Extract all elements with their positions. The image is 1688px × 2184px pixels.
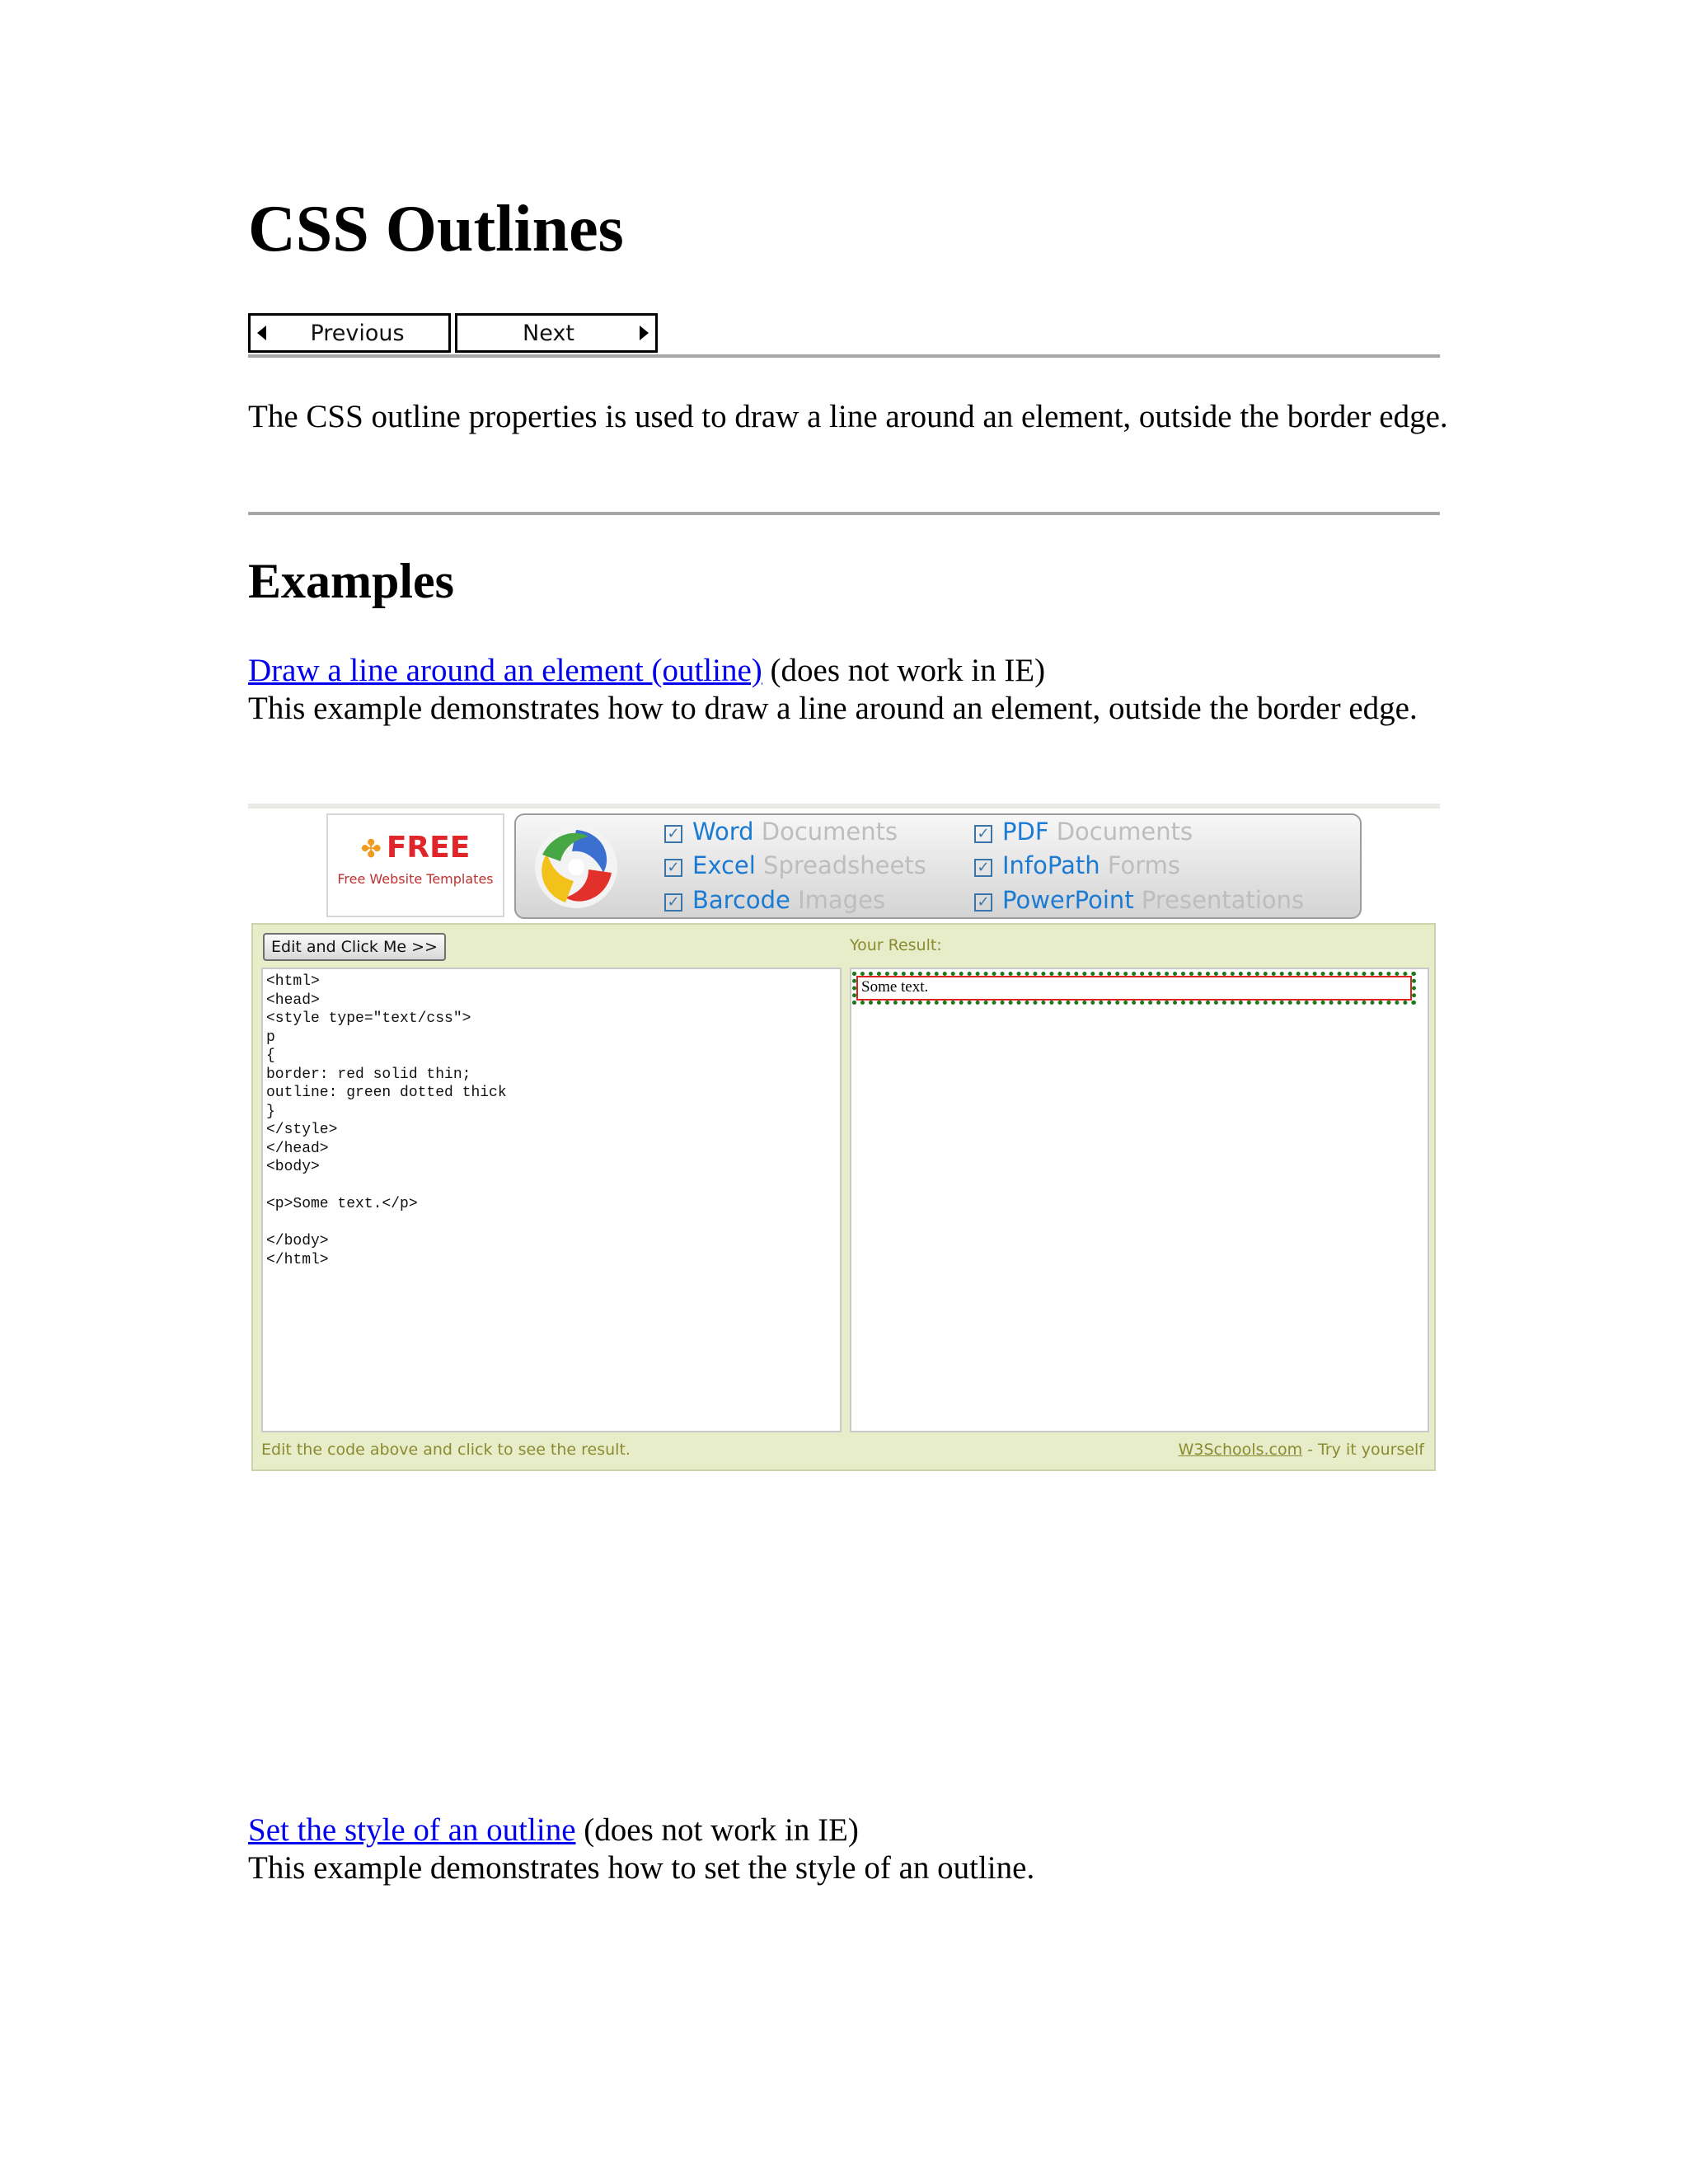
code-line: border: red solid thin; (266, 1066, 471, 1083)
code-line: } (266, 1103, 275, 1120)
next-label: Next (523, 320, 574, 346)
banner-item-strong: Excel (692, 851, 756, 879)
intro-text: The CSS outline properties is used to draw a line around an element, outside the border edge. (248, 399, 1448, 434)
banner-item-light: Forms (1107, 851, 1180, 879)
checkbox-icon: ✓ (664, 825, 682, 843)
free-sub-label: Free Website Templates (337, 871, 494, 887)
banner-item[interactable] (664, 820, 898, 844)
code-line: </html> (266, 1251, 329, 1268)
code-line: <body> (266, 1159, 320, 1175)
checkbox-icon: ✓ (974, 893, 992, 912)
examples-heading: Examples (248, 554, 455, 608)
banner-item[interactable] (974, 851, 1180, 879)
banner-item[interactable] (974, 888, 1304, 912)
banner-item-strong: PowerPoint (1002, 886, 1134, 914)
tryit-editor (251, 923, 1436, 1471)
checkbox-icon: ✓ (664, 893, 682, 912)
banner-item-strong: InfoPath (1002, 851, 1100, 879)
screenshot-top-edge (248, 804, 1440, 808)
page-title: CSS Outlines (248, 193, 624, 265)
example-description: This example demonstrates how to set the style of an outline. (248, 1850, 1035, 1886)
example-note: (does not work in IE) (770, 653, 1046, 688)
banner-item-strong: PDF (1002, 818, 1049, 846)
banner-item[interactable] (664, 888, 885, 912)
document-tools-banner[interactable] (514, 813, 1362, 919)
code-line: <p>Some text.</p> (266, 1196, 418, 1212)
next-button[interactable] (455, 313, 658, 353)
tryit-footer-credit (1179, 1441, 1424, 1459)
banner-item-light: Images (798, 886, 886, 914)
banner-item[interactable] (664, 851, 926, 879)
divider (248, 354, 1440, 358)
result-paragraph: Some text. (856, 976, 1412, 1001)
banner-item-light: Documents (1056, 818, 1193, 846)
free-label: FREE (386, 831, 471, 865)
banner-item-strong: Barcode (692, 886, 790, 914)
swirl-logo-icon (531, 822, 621, 912)
tryit-footer-note: Edit the code above and click to see the result. (261, 1441, 631, 1459)
banner-item-light: Spreadsheets (763, 851, 926, 879)
code-line: </body> (266, 1233, 329, 1249)
example-item (248, 652, 1451, 728)
example-link[interactable]: Set the style of an outline (248, 1812, 576, 1848)
arrow-left-icon (257, 326, 266, 340)
divider (248, 512, 1440, 515)
code-line: { (266, 1047, 275, 1064)
arrow-right-icon (640, 326, 649, 340)
code-line (266, 1214, 837, 1233)
code-line: </style> (266, 1122, 338, 1138)
code-line: </head> (266, 1140, 329, 1157)
free-templates-ad[interactable] (326, 813, 504, 917)
try-it-suffix: - Try it yourself (1302, 1441, 1424, 1459)
puzzle-icon: ✤ (360, 835, 382, 864)
checkbox-icon: ✓ (974, 859, 992, 877)
code-line: p (266, 1029, 275, 1046)
banner-item-strong: Word (692, 818, 754, 846)
example-item (248, 1811, 1451, 1887)
code-textarea[interactable] (261, 968, 842, 1432)
banner-item-light: Presentations (1141, 886, 1305, 914)
banner-item[interactable] (974, 820, 1193, 844)
code-line: <html> (266, 973, 320, 990)
example-note: (does not work in IE) (584, 1812, 859, 1848)
banner-item-light: Documents (761, 818, 898, 846)
w3schools-link[interactable]: W3Schools.com (1178, 1441, 1303, 1459)
example-link[interactable]: Draw a line around an element (outline) (248, 653, 762, 688)
code-line (266, 1177, 837, 1196)
code-line: <style type="text/css"> (266, 1010, 471, 1027)
result-frame (850, 968, 1429, 1432)
code-line: outline: green dotted thick (266, 1085, 507, 1101)
example-description: This example demonstrates how to draw a line around an element, outside the border edge. (248, 691, 1418, 726)
previous-label: Previous (310, 320, 405, 346)
checkbox-icon: ✓ (664, 859, 682, 877)
edit-and-click-button[interactable]: Edit and Click Me >> (263, 933, 446, 961)
checkbox-icon: ✓ (974, 825, 992, 843)
result-label: Your Result: (850, 936, 942, 954)
code-line: <head> (266, 991, 320, 1009)
previous-button[interactable] (248, 313, 451, 353)
